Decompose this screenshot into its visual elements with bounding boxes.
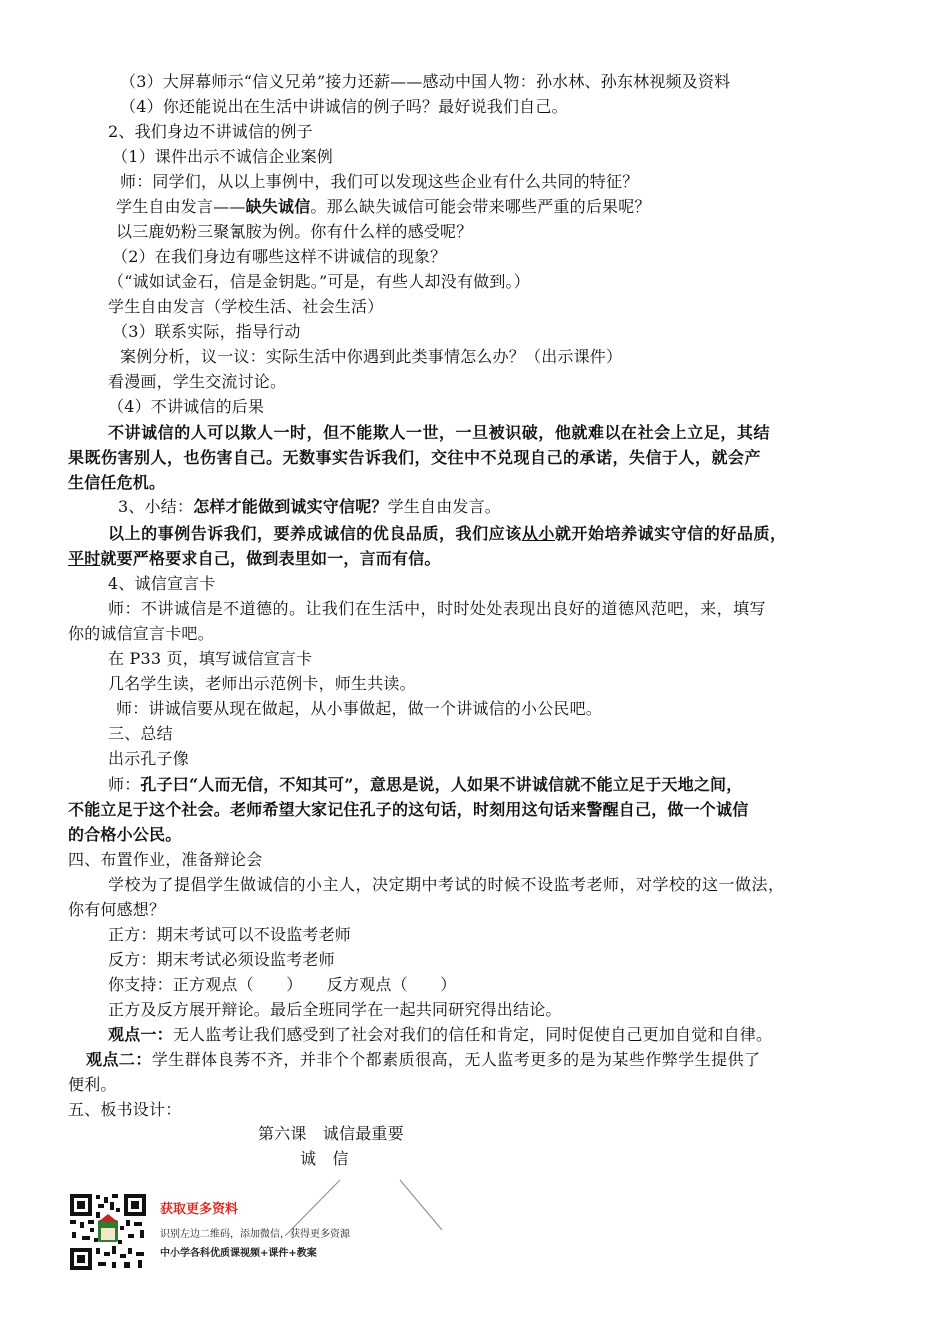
bold-text: 孔子曰“人而无信，不知其可”，意思是说，人如果不讲诚信就不能立足于天地之间， [140,775,743,794]
text-line: 以三鹿奶粉三聚氰胺为例。你有什么样的感受呢？ [116,222,473,241]
text-line: 你的诚信宣言卡吧。 [68,624,214,643]
qr-code-icon [68,1192,148,1272]
text-line: 反方：期末考试必须设监考老师 [108,950,335,969]
promo-line: 识别左边二维码，添加微信，获得更多资源 [160,1229,350,1240]
text-line: 师：同学们，从以上事例中，我们可以发现这些企业有什么共同的特征？ [120,172,639,191]
text-line: 2、我们身边不讲诚信的例子 [108,122,313,141]
text-line: 案例分析，议一议：实际生活中你遇到此类事情怎么办？（出示课件） [120,347,623,366]
text-line: （4）不讲诚信的后果 [108,397,265,416]
text-line: （1）课件出示不诚信企业案例 [112,147,333,166]
text-line: 师：不讲诚信是不道德的。让我们在生活中，时时处处表现出良好的道德风范吧，来，填写 [108,599,767,618]
bold-text-line: 生信任危机。 [68,473,166,492]
text-run: 学生自由发言。 [387,497,501,516]
text-run: 师： [108,775,141,794]
bold-text: 观点二： [86,1050,152,1069]
text-line: 你有何感想？ [68,900,166,919]
text-line: （4）你还能说出在生活中讲诚信的例子吗？最好说我们自己。 [120,97,568,116]
text-line: 4、诚信宣言卡 [108,574,216,593]
text-line [86,1048,760,1072]
text-line [116,195,651,219]
text-line: （3）大屏幕师示“信义兄弟”接力还薪——感动中国人物：孙水林、孙东林视频及资料 [120,72,731,91]
text-line [108,1023,772,1047]
promo-title: 获取更多资料 [160,1202,239,1217]
text-run: 以上的事例告诉我们，要养成诚信的优良品质，我们应该 [108,524,522,543]
bold-text-line: 不讲诚信的人可以欺人一时，但不能欺人一世，一旦被识破，他就难以在社会上立足，其结 [108,423,771,442]
text-line [108,773,742,797]
text-line: 学生自由发言（学校生活、社会生活） [108,297,384,316]
text-line: （3）联系实际，指导行动 [112,322,301,341]
text-line: 出示孔子像 [108,749,190,768]
text-line: 四、布置作业，准备辩论会 [68,850,263,869]
bold-text: 怎样才能做到诚实守信呢？ [193,497,388,516]
text-line: （“诚如试金石，信是金钥匙。”可是，有些人却没有做到。） [108,272,530,291]
text-line: 便利。 [68,1075,117,1094]
text-line [118,495,501,519]
text-run: 学生群体良莠不齐，并非个个都素质很高，无人监考更多的是为某些作弊学生提供了 [151,1050,761,1069]
bold-text-line: 的合格小公民。 [68,825,182,844]
text-line: 看漫画，学生交流讨论。 [108,372,287,391]
text-run: 3、小结： [118,497,194,516]
bold-text-line [108,522,787,546]
text-line: 正方及反方展开辩论。最后全班同学在一起共同研究得出结论。 [108,1000,562,1019]
text-line: 三、总结 [108,724,173,743]
text-line: 五、板书设计： [68,1100,182,1119]
underlined-text: 从小 [521,524,555,543]
text-line: 师：讲诚信要从现在做起，从小事做起，做一个讲诚信的小公民吧。 [116,699,603,718]
promo-line: 中小学各科优质课视频+课件+教案 [160,1248,317,1259]
bold-text: 缺失诚信 [245,197,311,216]
text-line: 你支持：正方观点（ ） 反方观点（ ） [108,975,457,994]
text-run: 学生自由发言—— [116,197,246,216]
text-line: 正方：期末考试可以不设监考老师 [108,925,352,944]
text-line: （2）在我们身边有哪些这样不讲诚信的现象？ [112,247,447,266]
text-run: 就开始培养诚实守信的好品质， [554,524,787,543]
bold-text-line [68,547,441,571]
text-line: 学校为了提倡学生做诚信的小主人，决定期中考试的时候不设监考老师，对学校的这一做法， [108,875,785,894]
underlined-text: 平时 [68,549,101,568]
text-run: 无人监考让我们感受到了社会对我们的信任和肯定，同时促使自己更加自觉和自律。 [172,1025,773,1044]
board-word: 诚 信 [300,1149,349,1168]
bold-text-line: 果既伤害别人，也伤害自己。无数事实告诉我们，交往中不兑现自己的承诺，失信于人，就会产 [68,448,762,467]
board-title: 第六课 诚信最重要 [258,1124,404,1143]
text-line: 几名学生读，老师出示范例卡，师生共读。 [108,674,416,693]
text-run: 就要严格要求自己，做到表里如一，言而有信。 [100,549,441,568]
text-run: 。那么缺失诚信可能会带来哪些严重的后果呢？ [310,197,651,216]
text-line: 在 P33 页，填写诚信宣言卡 [108,649,313,668]
bold-text: 观点一： [108,1025,173,1044]
bold-text-line: 不能立足于这个社会。老师希望大家记住孔子的这句话，时刻用这句话来警醒自己，做一个诚信 [68,800,749,819]
